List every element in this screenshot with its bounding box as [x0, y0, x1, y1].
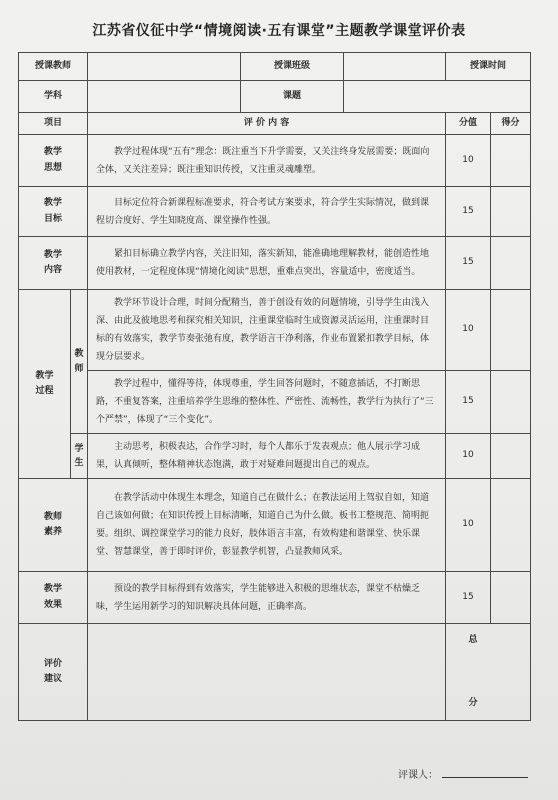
- topic-label: 课题: [241, 81, 344, 113]
- signature-label: 评课人：: [398, 770, 438, 781]
- category-cell: [19, 479, 88, 572]
- got-cell[interactable]: [491, 187, 531, 237]
- table-row: [19, 135, 531, 187]
- score-cell: 10: [446, 290, 491, 371]
- content-cell: 紧扣目标确立教学内容，关注旧知，落实新知，能准确地理解教材，能创造性地使用教材，一定程度体现“情境化阅读”思想，重难点突出，容量适中，密度适当。: [88, 237, 446, 290]
- content-cell: 教学过程中，懂得等待，体现尊重，学生回答问题时，不随意插话，不打断思路，不重复答案，注重培养学生思维的整体性、严密性、流畅性，教学行为执行了“三个严禁”，体现了“三个变化”。: [88, 371, 446, 434]
- table-row: [19, 290, 531, 371]
- process-category-cell: [19, 290, 71, 479]
- table-row: [19, 237, 531, 290]
- category-cell: [19, 187, 88, 237]
- content-cell: 预设的教学目标得到有效落实，学生能够进入积极的思维状态，课堂不枯燥乏味，学生运用新学习的知识解决具体问题，正确率高。: [88, 572, 446, 624]
- evaluation-table: [18, 52, 531, 721]
- table-row: [19, 624, 531, 721]
- signature-line[interactable]: [442, 777, 528, 778]
- total-label-top: 总: [468, 635, 478, 645]
- teacher-label: 授课教师: [19, 53, 88, 81]
- category-label: 教学 效果: [44, 584, 63, 610]
- category-cell: [19, 237, 88, 290]
- category-cell: [19, 624, 88, 721]
- page-title: 江苏省仪征中学“情境阅读·五有课堂”主题教学课堂评价表: [92, 23, 466, 39]
- got-cell[interactable]: [491, 572, 531, 624]
- info-row-2: [19, 81, 531, 113]
- content-cell: 主动思考，积极表达，合作学习时，每个人都乐于发表观点；他人展示学习成果，认真倾听，整体精神状态饱满，敢于对疑难问题提出自己的观点。: [88, 434, 446, 479]
- table-row: [19, 434, 531, 479]
- class-label: 授课班级: [241, 53, 344, 81]
- score-cell: 10: [446, 434, 491, 479]
- got-cell[interactable]: [491, 371, 531, 434]
- header-row: [19, 113, 531, 135]
- teacher-subcategory-cell: [71, 290, 88, 434]
- score-header: 分值: [446, 113, 491, 135]
- score-cell: 15: [446, 237, 491, 290]
- score-cell: 10: [446, 135, 491, 187]
- got-cell[interactable]: [491, 237, 531, 290]
- teacher-value[interactable]: [88, 53, 241, 81]
- score-cell: 15: [446, 572, 491, 624]
- subcategory-label: 学 生: [74, 443, 84, 468]
- content-cell: 教学过程体现“五有”理念：既注重当下升学需要，又关注终身发展需要；既面向全体，又关注差异；既注重知识传授，又注重灵魂雕塑。: [88, 135, 446, 187]
- total-score-label: [416, 632, 530, 712]
- table-row: [19, 572, 531, 624]
- category-label: 教学 目标: [44, 198, 63, 224]
- category-label: 教师 素养: [44, 511, 63, 537]
- got-cell[interactable]: [491, 479, 531, 572]
- score-cell: 15: [446, 371, 491, 434]
- score-cell: 10: [446, 479, 491, 572]
- content-cell: 教学环节设计合理，时间分配精当，善于创设有效的问题情境，引导学生由浅入深、由此及彼地思考和探究相关知识，注重课堂临时生成资源灵活运用，注重课时目标的有效落实，教学节奏张弛有度，教学语言干净利落，作业布置紧扣教学目标，体现分层要求。: [88, 290, 446, 371]
- subcategory-label: 教 师: [74, 349, 84, 374]
- got-cell[interactable]: [491, 135, 531, 187]
- category-label: 教学 过程: [35, 370, 54, 396]
- total-label-bottom: 分: [468, 697, 478, 708]
- info-row-1: [19, 53, 531, 81]
- total-score-cell[interactable]: [446, 624, 531, 721]
- subject-label: 学科: [19, 81, 88, 113]
- category-cell: [19, 572, 88, 624]
- content-header: 评 价 内 容: [88, 113, 446, 135]
- got-header: 得分: [491, 113, 531, 135]
- table-row: [19, 187, 531, 237]
- table-row: [19, 371, 531, 434]
- category-cell: [19, 135, 88, 187]
- content-cell: 在教学活动中体现生本理念，知道自己在做什么；在教法运用上驾驭自如，知道自己该如何做；在知识传授上目标清晰，知道自己为什么做。板书工整规范、简明扼要。组织、调控课堂学习的能力良好，肢体语言丰富，有效构建和谐课堂、快乐课堂、智慧课堂，善于即时评价，彰显教学机智，凸显教师风采。: [88, 479, 446, 572]
- student-subcategory-cell: [71, 434, 88, 479]
- score-cell: 15: [446, 187, 491, 237]
- item-header: 项目: [19, 113, 88, 135]
- category-label: 教学 内容: [44, 249, 63, 275]
- content-cell: 目标定位符合新课程标准要求，符合考试方案要求，符合学生实际情况，做到课程切合度好、学生知晓度高、课堂操作性强。: [88, 187, 446, 237]
- table-row: [19, 479, 531, 572]
- topic-value[interactable]: [344, 81, 531, 113]
- category-label: 教学 思想: [44, 147, 63, 173]
- suggestion-field[interactable]: [88, 624, 446, 721]
- time-label: 授课时间: [446, 53, 531, 81]
- subject-value[interactable]: [88, 81, 241, 113]
- category-label: 评价 建议: [44, 658, 63, 684]
- got-cell[interactable]: [491, 290, 531, 371]
- got-cell[interactable]: [491, 434, 531, 479]
- class-value[interactable]: [344, 53, 446, 81]
